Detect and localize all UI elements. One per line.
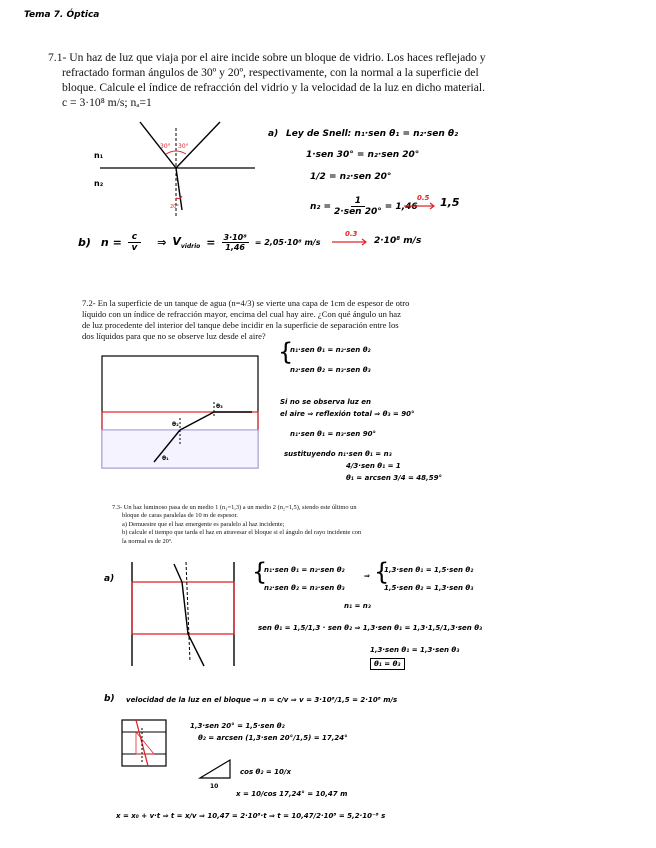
normal-3a [186,562,190,662]
p3a-boxed-result: θ₁ = θ₃ [370,658,405,670]
p1a-line-3: 1/2 = n₂·sen 20° [310,172,392,182]
p1a-n2: n₂ = [310,201,332,212]
p2-brace: { [278,338,294,366]
p2-eq-3: n₁·sen θ₁ = n₃·sen 90° [290,430,376,438]
problem-2-diagram [102,356,262,472]
problem-2-line: líquido con un índice de refracción mayor, encima del cual hay aire. ¿Con qué ángulo un haz [82,309,401,319]
problem-1-line: c = 3·10⁸ m/s; nₐ=1 [62,96,152,109]
problem-1-line: 7.1- Un haz de luz que viaja por el aire incide sobre un bloque de vidrio. Los haces reflejado y [48,51,486,64]
n2-label: n₂ [94,179,104,188]
p1b-lhs: n = [100,236,122,249]
right-triangle [200,760,230,778]
p3a-eq-1: n₁·sen θ₁ = n₂·sen θ₂ [264,566,345,574]
p1b-frac-num: c [128,232,141,243]
problem-3-line: a) Demuestre que el haz emergente es paralelo al haz incidente; [122,520,285,528]
p3a-label: a) [104,574,115,584]
p3b-eq-2: θ₂ = arcsen (1,3·sen 20°/1,5) = 17,24° [198,734,348,742]
problem-2-statement [82,298,482,342]
p3a-eq-3: sen θ₁ = 1,5/1,3 · sen θ₂ ⇒ 1,3·sen θ₁ = 1,3·1,5/1,3·sen θ₃ [258,624,483,632]
p1b-round-tag: 0.3 [345,230,358,238]
p1b-num: 3·10⁸ [223,233,247,242]
p3b-label: b) [104,694,115,704]
p3b-eq-4: x = 10/cos 17,24° = 10,47 m [236,790,348,798]
problem-3-line: 7.3- Un haz luminoso pasa de un medio 1 (n₁=1,3) a un medio 2 (n₂=1,5), siendo este último un [112,504,357,511]
p1b-eq: = [206,236,216,249]
refraction-arc [176,196,182,199]
p3b-text: velocidad de la luz en el bloque ⇒ n = c/v ⇒ v = 3·10⁸/1,5 = 2·10⁸ m/s [126,696,398,704]
triangle-side-label: 10 [210,783,219,790]
p1a-fraction [334,196,382,217]
ray-out [188,634,204,666]
ray-in [174,564,182,582]
page-title: Tema 7. Óptica [24,10,100,20]
p1a-line-1: Ley de Snell: n₁·sen θ₁ = n₂·sen θ₂ [286,129,459,139]
p1b-v-letter: V [172,234,181,248]
p1b-round-arrow [332,238,370,246]
theta-2-label: θ₂ [172,421,179,428]
p1a-label: a) [268,129,279,139]
p3a-arrow: ⇒ [364,572,370,580]
p1b-fraction [128,232,141,253]
p2-eq-4: sustituyendo n₁·sen θ₁ = n₃ [284,450,392,458]
p1b-frac-den: v [131,243,138,253]
p3b-eq-5: x = x₀ + v·t ⇒ t = x/v ⇒ 10,47 = 2·10⁸·t ⇒ t = 10,47/2·10⁸ = 5,2·10⁻⁸ s [116,812,386,820]
theta-1-label: θ₁ [162,455,169,462]
p1b-fraction-2 [222,233,249,252]
triangle-b [136,732,154,754]
p1b-label: b) [78,236,91,249]
p1a-final: 1,5 [440,196,460,209]
p1a-fraction-den: 2·sen 20° [334,207,382,217]
problem-1-line: bloque. Calcule el índice de refracción del vidrio y la velocidad de la luz en dicho material. [62,81,485,94]
angle-label-2: 30° [178,143,189,150]
p1a-line-4 [310,196,418,217]
p3a-brace-2: { [374,558,390,586]
triangle-diagram [196,756,236,790]
p1a-round-arrow [404,202,438,210]
p3a-rhs-2: 1,5·sen θ₂ = 1,3·sen θ₃ [384,584,474,592]
problem-1-diagram [80,118,260,228]
p3a-n-equal: n₁ = n₃ [344,602,371,610]
p2-eq-2: n₂·sen θ₂ = n₃·sen θ₃ [290,366,371,374]
p2-note-1: Si no se observa luz en [280,398,371,406]
p2-eq-5: 4/3·sen θ₁ = 1 [346,462,401,470]
angle-label-r: 20° [170,204,179,210]
p1b-v-sub: vidrio [180,243,201,251]
p1a-round-tag: 0.5 [417,194,430,202]
problem-3-diagram-a [130,562,240,668]
p1a-line-2: 1·sen 30° = n₂·sen 20° [306,150,420,160]
p1b-v [172,235,200,250]
p2-eq-1: n₁·sen θ₁ = n₂·sen θ₂ [290,346,371,354]
p2-eq-6: θ₁ = arcsen 3/4 = 48,59° [346,474,442,482]
problem-3-line: bloque de caras paralelas de 10 m de espesor. [122,512,238,520]
problem-2-line: dos líquidos para que no se observe luz desde el aire? [82,331,266,341]
theta-3-label: θ₃ [216,403,223,410]
p1a-fraction-num: 1 [351,196,365,207]
problem-3-statement [112,504,442,546]
p1b-arrow: ⇒ [157,236,167,249]
problem-3-diagram-b [120,718,170,768]
p3a-rhs-1: 1,3·sen θ₁ = 1,5·sen θ₂ [384,566,474,574]
p1b-result: = 2,05·10⁸ m/s [254,238,321,247]
ray-b [136,720,148,766]
angle-label-1: 30° [160,143,171,150]
problem-3-line: la normal es de 20º. [122,537,173,545]
block-b [122,720,166,766]
p1b-final: 2·10⁸ m/s [374,236,422,246]
p2-note-2: el aire ⇒ reflexión total ⇒ θ₃ = 90° [280,410,415,418]
problem-1-statement [48,50,498,110]
problem-1-line: refractado forman ángulos de 30º y 20º, respectivamente, con la normal a la superficie del [62,66,479,79]
p3a-eq-4: 1,3·sen θ₁ = 1,3·sen θ₃ [370,646,460,654]
p1a-result: = 1,46 [384,201,418,212]
p1b-den: 1,46 [225,243,245,252]
p3b-eq-1: 1,3·sen 20° = 1,5·sen θ₂ [190,722,285,730]
problem-2-line: 7.2- En la superficie de un tanque de agua (n=4/3) se vierte una capa de 1cm de espesor de otro [82,298,410,308]
p3a-eq-2: n₂·sen θ₂ = n₃·sen θ₃ [264,584,345,592]
ray-liquid [180,412,214,430]
p3a-brace: { [252,558,268,586]
p1b-line [78,232,320,253]
problem-2-line: de luz procedente del interior del tanque debe incidir en la superficie de separación entre los [82,320,399,330]
problem-3-line: b) calcule el tiempo que tarda el haz en atravesar el bloque si el ángulo del rayo incidente con [122,529,362,537]
n1-label: n₁ [94,151,104,160]
p3b-eq-3: cos θ₂ = 10/x [240,768,291,776]
